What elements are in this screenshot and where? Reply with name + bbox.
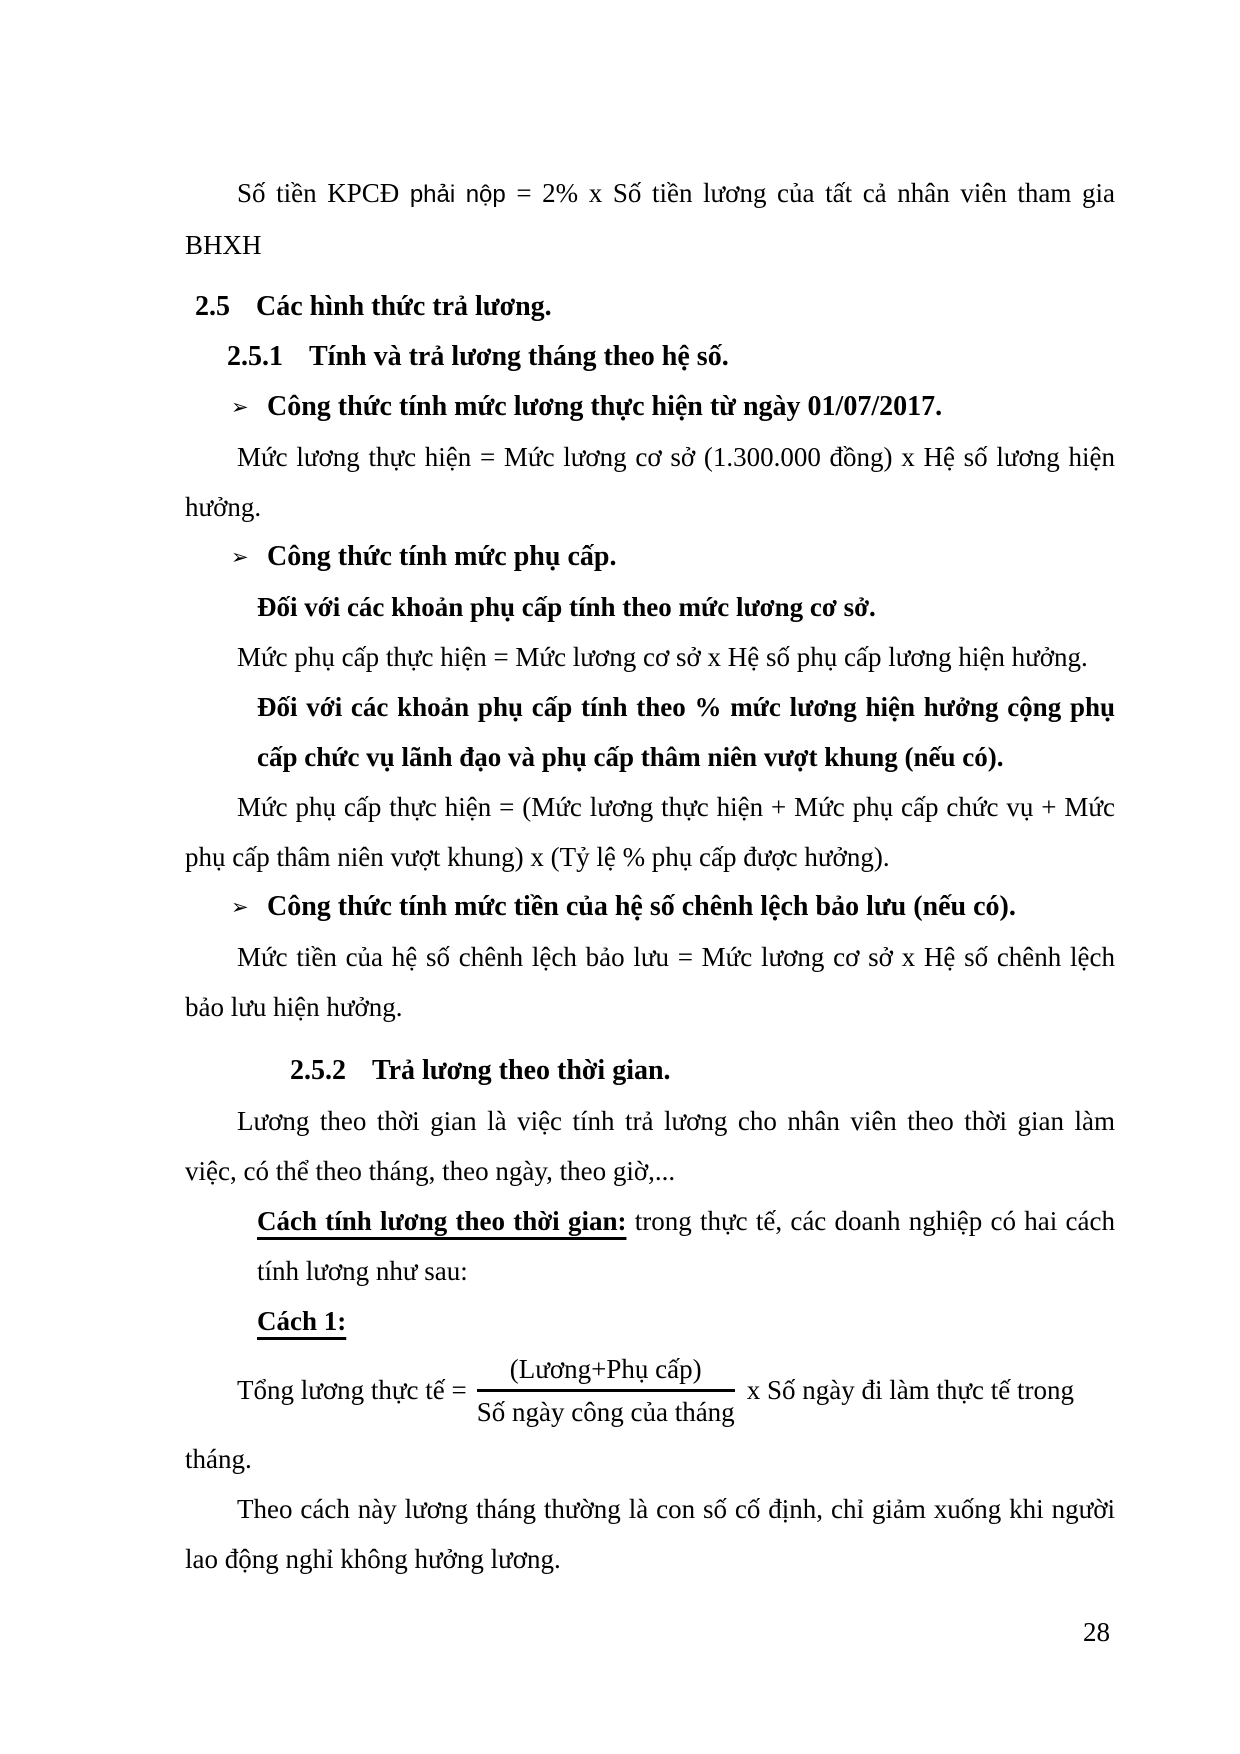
formula-allowance-percent-line2: phụ cấp thâm niên vượt khung) x (Tỷ lệ % phụ cấp được hưởng). [185, 842, 890, 872]
paragraph-kpcd-line1 [185, 168, 1115, 220]
fraction-numerator: (Lương+Phụ cấp) [477, 1352, 735, 1392]
heading-2-5-title: Các hình thức trả lương. [256, 291, 552, 322]
subheading-method-1 [185, 1296, 1115, 1346]
paragraph-method-line2: tính lương như sau: [257, 1256, 468, 1286]
bullet-formula-allowance-text: Công thức tính mức phụ cấp. [267, 541, 617, 572]
bullet-formula-salary [185, 382, 1115, 432]
formula-tail-text: x Số ngày đi làm thực tế trong [746, 1374, 1075, 1405]
formula-reserve-line2: bảo lưu hiện hưởng. [185, 992, 403, 1022]
paragraph-time-salary-line1: Lương theo thời gian là việc tính trả lương cho nhân viên theo thời gian làm [237, 1106, 1115, 1136]
kpcd-text-serif: Số tiền KPCĐ [237, 178, 410, 208]
heading-2-5-2-title: Trả lương theo thời gian. [372, 1055, 671, 1086]
heading-2-5-1-title: Tính và trả lương tháng theo hệ số. [309, 341, 729, 372]
heading-2-5-number: 2.5 [195, 291, 230, 322]
heading-2-5-2-number: 2.5.2 [290, 1055, 346, 1086]
paragraph-fixed-salary-line2: lao động nghỉ không hưởng lương. [185, 1544, 561, 1574]
subheading-allowance-percent-line2: cấp chức vụ lãnh đạo và phụ cấp thâm niên vượt khung (nếu có). [257, 742, 1004, 772]
arrowhead-bullet-icon: ➢ [231, 395, 249, 419]
paragraph-time-salary-line2: việc, có thể theo tháng, theo ngày, theo giờ,... [185, 1156, 676, 1186]
formula-lead-text: Tổng lương thực tế = [237, 1374, 467, 1405]
subheading-allowance-percent-line1: Đối với các khoản phụ cấp tính theo % mức lương hiện hưởng cộng phụ [257, 692, 1115, 722]
method-1-label: Cách 1: [257, 1306, 347, 1336]
heading-2-5 [185, 282, 1115, 332]
kpcd-text-rest: = 2% x Số tiền lương của tất cả nhân viên tham gia [505, 178, 1115, 208]
heading-2-5-1 [185, 332, 1115, 382]
formula-allowance-base: Mức phụ cấp thực hiện = Mức lương cơ sở x Hệ số phụ cấp lương hiện hưởng. [237, 642, 1088, 672]
paragraph-kpcd-line2: BHXH [185, 230, 262, 260]
formula-salary-line1: Mức lương thực hiện = Mức lương cơ sở (1.300.000 đồng) x Hệ số lương hiện [237, 442, 1115, 472]
heading-2-5-2 [185, 1046, 1115, 1096]
paragraph-fixed-salary-line1: Theo cách này lương tháng thường là con số cố định, chỉ giảm xuống khi người [237, 1494, 1115, 1524]
subheading-allowance-base: Đối với các khoản phụ cấp tính theo mức lương cơ sở. [257, 592, 876, 622]
method-rest-text: trong thực tế, các doanh nghiệp có hai cách [626, 1206, 1115, 1236]
arrowhead-bullet-icon: ➢ [231, 895, 249, 919]
bullet-formula-reserve-text: Công thức tính mức tiền của hệ số chênh lệch bảo lưu (nếu có). [267, 891, 1016, 922]
bullet-formula-reserve [185, 882, 1115, 932]
heading-2-5-1-number: 2.5.1 [227, 341, 283, 372]
formula-continuation-line: tháng. [185, 1444, 252, 1474]
page-number: 28 [1083, 1617, 1110, 1647]
kpcd-text-sans: phải nộp [409, 181, 506, 208]
paragraph-method-line1 [185, 1196, 1115, 1246]
arrowhead-bullet-icon: ➢ [231, 545, 249, 569]
formula-allowance-percent-line1: Mức phụ cấp thực hiện = (Mức lương thực hiện + Mức phụ cấp chức vụ + Mức [237, 792, 1115, 822]
fraction-denominator: Số ngày công của tháng [476, 1396, 735, 1427]
formula-reserve-line1: Mức tiền của hệ số chênh lệch bảo lưu = Mức lương cơ sở x Hệ số chênh lệch [237, 942, 1115, 972]
bullet-formula-allowance [185, 532, 1115, 582]
bullet-formula-salary-text: Công thức tính mức lương thực hiện từ ngày 01/07/2017. [267, 391, 943, 422]
total-salary-formula [185, 1346, 1115, 1434]
method-label-underlined: Cách tính lương theo thời gian: [257, 1206, 627, 1236]
formula-fraction [477, 1352, 735, 1429]
formula-salary-line2: hưởng. [185, 492, 262, 522]
